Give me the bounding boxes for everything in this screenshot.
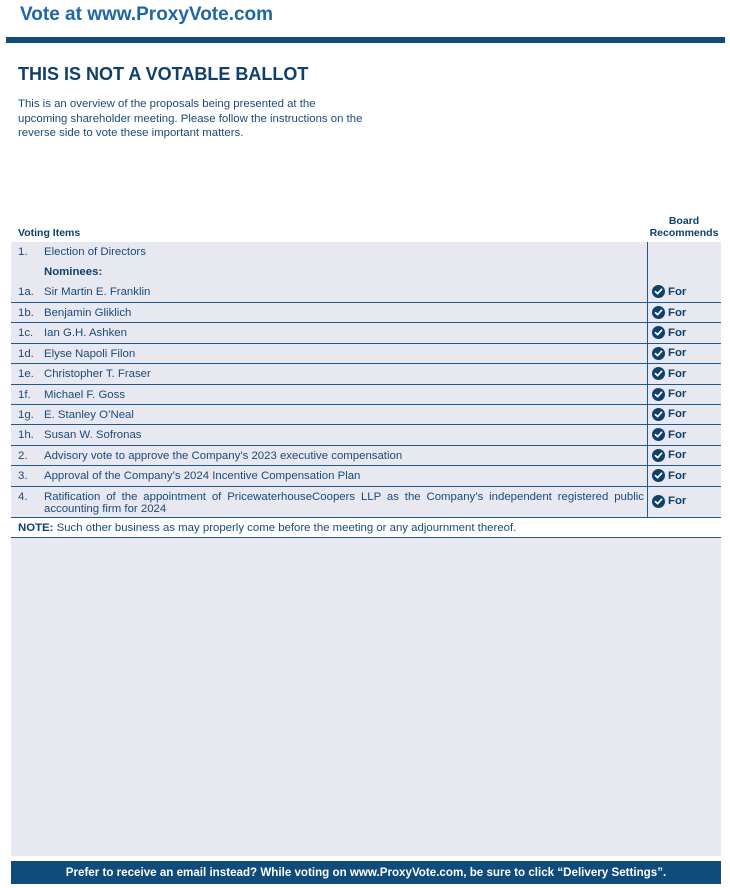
item-text: Ratification of the appointment of PricewaterhouseCoopers LLP as the Company’s independent registered public accounting firm for 2024: [44, 490, 644, 515]
item-text: Ian G.H. Ashken: [44, 327, 127, 340]
item-text: Susan W. Sofronas: [44, 429, 142, 442]
proposal-row: [11, 446, 721, 466]
ballot-title: THIS IS NOT A VOTABLE BALLOT: [18, 64, 309, 84]
nominee-row: [11, 303, 721, 323]
header-title: Vote at www.ProxyVote.com: [20, 4, 274, 25]
nominee-row: [11, 344, 721, 364]
item-text: Benjamin Gliklich: [44, 307, 132, 319]
check-circle-icon: [652, 347, 665, 360]
recommendation-for: [652, 428, 686, 441]
item-number: 1h.: [18, 429, 34, 442]
nominee-row: [11, 405, 721, 425]
recommendation-cell: [647, 242, 721, 262]
item-text: Approval of the Company’s 2024 Incentive Compensation Plan: [44, 470, 361, 483]
recommendation-for: [652, 326, 686, 339]
note-text: [18, 522, 516, 534]
item-number: 1a.: [18, 286, 34, 298]
recommendation-cell: [647, 323, 721, 342]
nominee-row: [11, 364, 721, 384]
check-circle-icon: [652, 495, 665, 508]
recommendation-label: For: [668, 347, 687, 360]
recommendation-label: For: [668, 285, 687, 298]
recommendation-cell: [647, 364, 721, 383]
check-circle-icon: [652, 326, 665, 339]
recommendation-cell: [647, 487, 721, 517]
recommendation-cell: [647, 385, 721, 404]
item-number: 1c.: [18, 327, 34, 340]
item-text: Christopher T. Fraser: [44, 368, 151, 381]
board-header-line1: Board: [668, 215, 700, 227]
item-text: Sir Martin E. Franklin: [44, 286, 151, 298]
nominee-row: [11, 385, 721, 405]
check-circle-icon: [652, 449, 665, 462]
item-text: Elyse Napoli Filon: [44, 347, 136, 360]
recommendation-label: For: [668, 408, 687, 421]
nominees-label-row: [11, 262, 721, 282]
recommendation-label: For: [668, 367, 687, 380]
check-circle-icon: [652, 428, 665, 441]
recommendation-cell: [647, 262, 721, 282]
recommendation-label: For: [668, 326, 687, 339]
note-label: NOTE:: [18, 521, 54, 534]
recommendation-for: [652, 495, 686, 508]
item-number: 1.: [18, 246, 28, 258]
recommendation-cell: [647, 446, 721, 465]
header-rule: [6, 37, 725, 43]
check-circle-icon: [652, 285, 665, 298]
nominee-row: [11, 425, 721, 445]
recommendation-label: For: [668, 495, 687, 508]
ballot-intro: This is an overview of the proposals being presented at the upcoming shareholder meeting. Please follow the instructions on the reverse side to vote these important matters.: [18, 98, 363, 140]
board-header-line2: Recommends: [649, 226, 719, 239]
item-number: 1b.: [18, 307, 34, 319]
item-text: Election of Directors: [44, 246, 146, 258]
recommendation-for: [652, 347, 686, 360]
recommendation-label: For: [668, 469, 687, 482]
recommendation-for: [652, 408, 686, 421]
item-number: 3.: [18, 470, 28, 483]
recommendation-for: [652, 306, 686, 319]
recommendation-for: [652, 469, 686, 482]
check-circle-icon: [652, 408, 665, 421]
nominees-label: Nominees:: [44, 266, 103, 278]
voting-items-table: [11, 242, 721, 538]
footer-banner: Prefer to receive an email instead? While voting on www.ProxyVote.com, be sure to click “Delivery Settings”.: [11, 861, 721, 884]
recommendation-cell: [647, 303, 721, 322]
recommendation-for: [652, 449, 686, 462]
recommendation-cell: [647, 282, 721, 302]
election-row: [11, 242, 721, 262]
recommendation-label: For: [668, 388, 687, 401]
recommendation-for: [652, 285, 686, 298]
item-number: 1f.: [18, 388, 31, 401]
check-circle-icon: [652, 469, 665, 482]
item-number: 1e.: [18, 368, 34, 381]
recommendation-cell: [647, 344, 721, 363]
item-text: E. Stanley O’Neal: [44, 408, 134, 421]
note-body: Such other business as may properly come before the meeting or any adjournment thereof.: [53, 521, 517, 534]
item-text: Advisory vote to approve the Company’s 2023 executive compensation: [44, 449, 403, 462]
recommendation-for: [652, 388, 686, 401]
recommendation-cell: [647, 466, 721, 485]
item-number: 1d.: [18, 347, 34, 360]
check-circle-icon: [652, 306, 665, 319]
check-circle-icon: [652, 367, 665, 380]
voting-items-header: Voting Items: [18, 227, 81, 239]
recommendation-for: [652, 367, 686, 380]
note-row: [11, 518, 721, 538]
recommendation-cell: [647, 405, 721, 424]
item-text: Michael F. Goss: [44, 388, 126, 401]
recommendation-label: For: [668, 306, 687, 319]
item-number: 4.: [18, 490, 28, 503]
item-number: 1g.: [18, 408, 34, 421]
item-number: 2.: [18, 449, 28, 462]
nominee-row: [11, 323, 721, 343]
nominee-row: [11, 282, 721, 303]
recommendation-cell: [647, 425, 721, 444]
recommendation-label: For: [668, 449, 687, 462]
check-circle-icon: [652, 388, 665, 401]
recommendation-label: For: [668, 428, 687, 441]
proposal-row: [11, 466, 721, 486]
board-recommends-header: [647, 216, 721, 239]
proposal-row: [11, 487, 721, 518]
